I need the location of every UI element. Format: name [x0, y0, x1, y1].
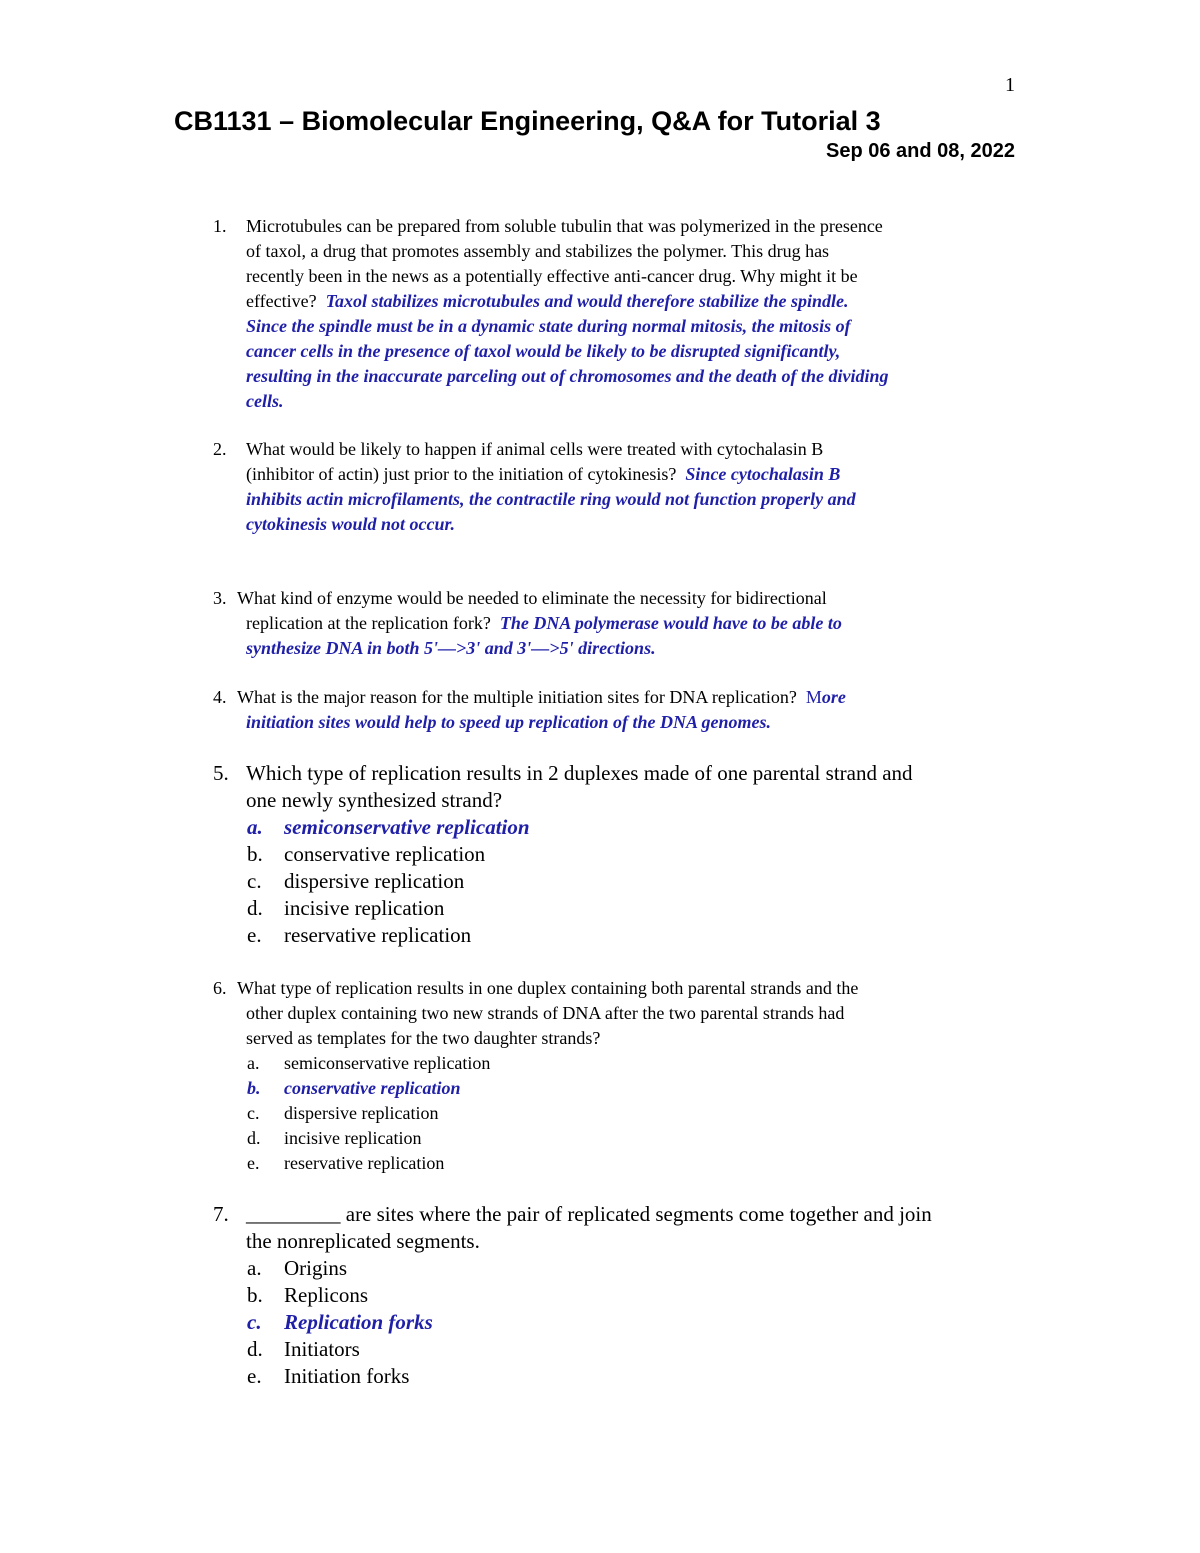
- option-letter: a.: [247, 815, 263, 839]
- question-number: 4.: [213, 687, 227, 707]
- answer-line: cancer cells in the presence of taxol would be likely to be disrupted significantly,: [246, 341, 841, 361]
- option-text: conservative replication: [284, 1078, 461, 1098]
- question-text: [246, 760, 1006, 949]
- options-list: [213, 1051, 973, 1176]
- option-e: [213, 1363, 1003, 1390]
- question-line-end: replication at the replication fork?: [246, 613, 491, 633]
- question-line: _________ are sites where the pair of replicated segments come together and join: [246, 1202, 932, 1226]
- question-line: What would be likely to happen if animal cells were treated with cytochalasin B: [246, 439, 824, 459]
- answer-line: cytokinesis would not occur.: [246, 514, 456, 534]
- answer-line: resulting in the inaccurate parceling out of chromosomes and the death of the dividing: [246, 366, 889, 386]
- option-text: Origins: [284, 1256, 347, 1280]
- question-line: Microtubules can be prepared from soluble tubulin that was polymerized in the presence: [246, 216, 883, 236]
- option-text: Replicons: [284, 1283, 368, 1307]
- question-number: 1.: [213, 216, 227, 236]
- option-b: [213, 1076, 973, 1101]
- question-line: Which type of replication results in 2 duplexes made of one parental strand and: [246, 761, 913, 785]
- answer-line: initiation sites would help to speed up replication of the DNA genomes.: [246, 712, 772, 732]
- question-text: [246, 437, 996, 537]
- option-c: [213, 1101, 973, 1126]
- option-letter: b.: [247, 1283, 263, 1307]
- answer-text: Since cytochalasin B: [685, 464, 841, 484]
- question-number: 2.: [213, 439, 227, 459]
- option-text: Initiators: [284, 1337, 360, 1361]
- option-text: Initiation forks: [284, 1364, 410, 1388]
- answer-line: cells.: [246, 391, 284, 411]
- option-letter: c.: [247, 869, 262, 893]
- option-letter: d.: [247, 896, 263, 920]
- option-b: [213, 1282, 1003, 1309]
- question-line: served as templates for the two daughter strands?: [246, 1028, 601, 1048]
- answer-line: Since the spindle must be in a dynamic state during normal mitosis, the mitosis of: [246, 316, 851, 336]
- option-letter: d.: [247, 1128, 261, 1148]
- option-c: [213, 1309, 1003, 1336]
- option-text: reservative replication: [284, 1153, 445, 1173]
- question-line: the nonreplicated segments.: [246, 1229, 480, 1253]
- option-text: conservative replication: [284, 842, 486, 866]
- option-text: reservative replication: [284, 923, 472, 947]
- question-answer-line: [246, 289, 1036, 314]
- options-list: [213, 1255, 1003, 1390]
- question-number: 6.: [213, 978, 227, 998]
- option-a: [213, 1255, 1003, 1282]
- answer-text: The DNA polymerase would have to be able to: [499, 613, 842, 633]
- option-letter: b.: [247, 1078, 261, 1098]
- option-text: dispersive replication: [284, 869, 465, 893]
- option-text: incisive replication: [284, 1128, 422, 1148]
- answer-text: ore: [821, 687, 846, 707]
- answer-text: Taxol stabilizes microtubules and would therefore stabilize the spindle.: [325, 291, 849, 311]
- question-line: recently been in the news as a potentially effective anti-cancer drug. Why might it be: [246, 266, 858, 286]
- question-line-end: effective?: [246, 291, 317, 311]
- option-c: [213, 868, 973, 895]
- option-text: semiconservative replication: [284, 1053, 491, 1073]
- option-letter: d.: [247, 1337, 263, 1361]
- question-text: [237, 685, 997, 735]
- option-e: [213, 1151, 973, 1176]
- question-answer-line: [246, 462, 996, 487]
- question-line: of taxol, a drug that promotes assembly and stabilizes the polymer. This drug has: [246, 241, 830, 261]
- question-number: 3.: [213, 588, 227, 608]
- option-letter: e.: [247, 1364, 262, 1388]
- answer-start-letter: M: [805, 687, 822, 707]
- option-e: [213, 922, 973, 949]
- option-letter: e.: [247, 923, 262, 947]
- option-text: semiconservative replication: [284, 815, 530, 839]
- question-line: What kind of enzyme would be needed to eliminate the necessity for bidirectional: [237, 588, 827, 608]
- option-d: [213, 1126, 973, 1151]
- question-text: [237, 586, 997, 661]
- options-list: [213, 814, 973, 949]
- page-number: 1: [1005, 74, 1015, 96]
- option-letter: c.: [247, 1310, 262, 1334]
- answer-line: inhibits actin microfilaments, the contractile ring would not function properly and: [246, 489, 856, 509]
- option-text: incisive replication: [284, 896, 445, 920]
- answer-line: synthesize DNA in both 5'—>3' and 3'—>5' directions.: [246, 638, 656, 658]
- page-title: CB1131 – Biomolecular Engineering, Q&A for Tutorial 3: [174, 106, 881, 136]
- question-number: 5.: [213, 761, 229, 785]
- option-b: [213, 841, 973, 868]
- option-d: [213, 895, 973, 922]
- option-letter: c.: [247, 1103, 260, 1123]
- question-text: [246, 1201, 1036, 1390]
- option-letter: e.: [247, 1153, 260, 1173]
- question-text: [237, 976, 997, 1176]
- question-line: What type of replication results in one duplex containing both parental strands and the: [237, 978, 859, 998]
- question-line: one newly synthesized strand?: [246, 788, 503, 812]
- question-line-end: (inhibitor of actin) just prior to the initiation of cytokinesis?: [246, 464, 677, 484]
- option-text: dispersive replication: [284, 1103, 439, 1123]
- option-letter: a.: [247, 1256, 262, 1280]
- option-d: [213, 1336, 1003, 1363]
- question-text: [246, 214, 1036, 414]
- option-a: [213, 814, 973, 841]
- option-text: Replication forks: [284, 1310, 433, 1334]
- tutorial-date: Sep 06 and 08, 2022: [825, 140, 1015, 162]
- option-a: [213, 1051, 973, 1076]
- question-answer-line: [237, 611, 997, 636]
- question-answer-line: [237, 685, 997, 710]
- question-number: 7.: [213, 1202, 229, 1226]
- option-letter: b.: [247, 842, 263, 866]
- question-line-end: What is the major reason for the multiple initiation sites for DNA replication?: [237, 687, 797, 707]
- question-line: other duplex containing two new strands of DNA after the two parental strands had: [246, 1003, 845, 1023]
- option-letter: a.: [247, 1053, 260, 1073]
